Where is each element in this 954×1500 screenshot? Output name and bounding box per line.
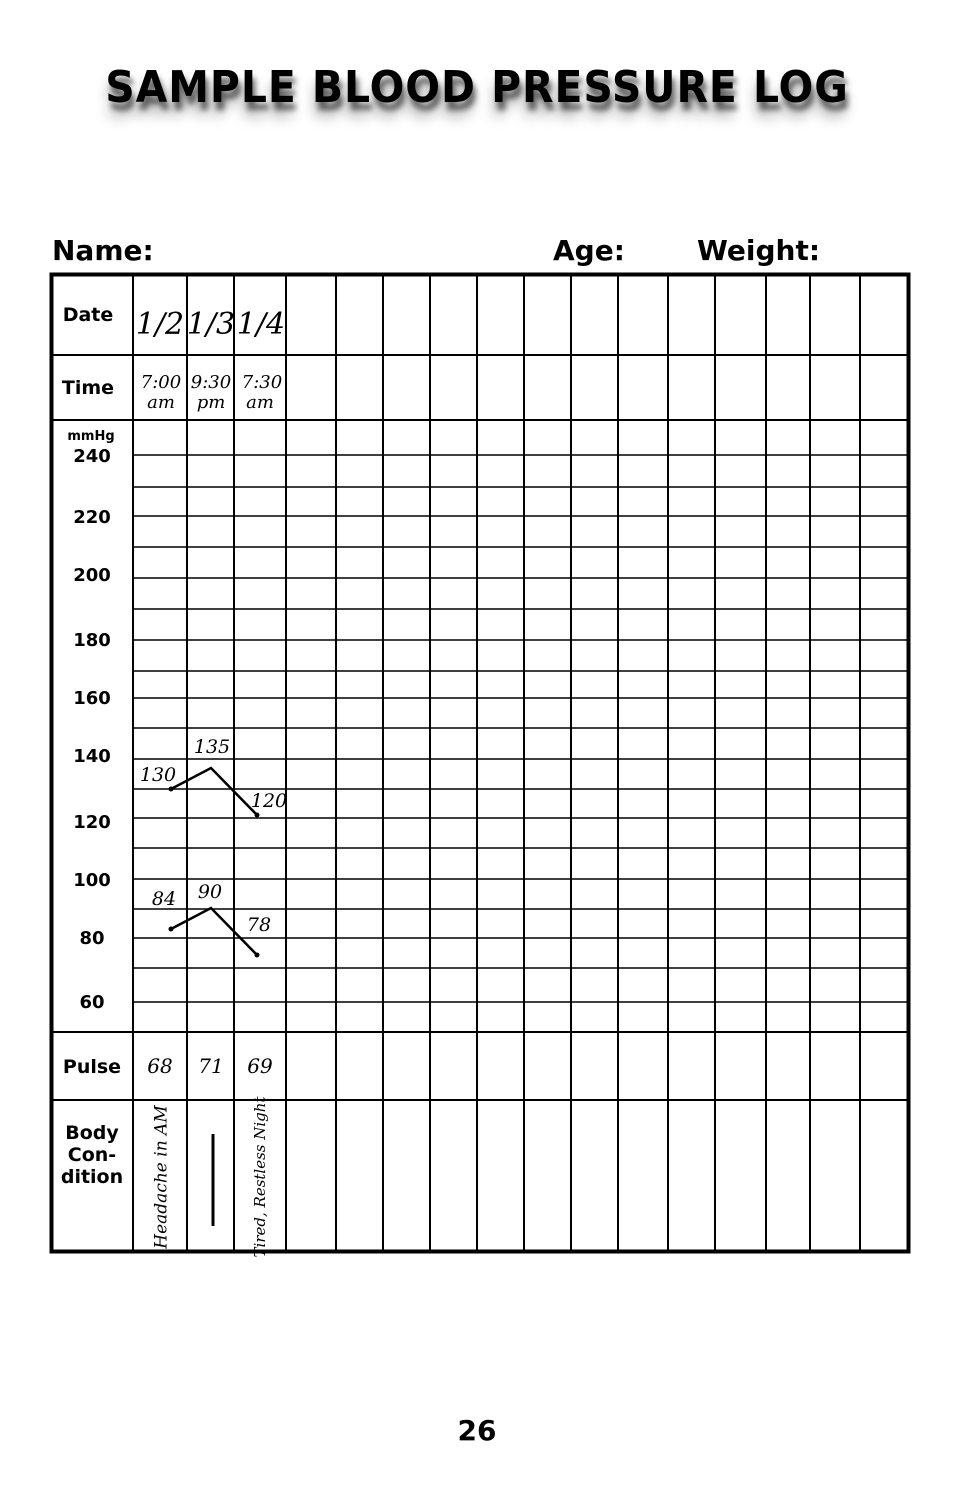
name-label: Name: xyxy=(52,234,154,267)
diastolic-trend-line xyxy=(171,908,257,955)
systolic-point xyxy=(169,787,174,792)
scale-label: 140 xyxy=(73,746,111,767)
entry-date: 1/2 xyxy=(135,307,185,342)
entry-pulse: 71 xyxy=(198,1054,224,1078)
time-row-label: Time xyxy=(61,377,115,399)
entry-ampm: am xyxy=(246,392,274,413)
entry-systolic: 135 xyxy=(193,736,231,758)
scale-label: 60 xyxy=(79,992,105,1013)
scale-label: 120 xyxy=(73,812,111,833)
entry-time: 7:00 xyxy=(140,372,182,393)
date-row-label: Date xyxy=(62,304,114,326)
weight-label: Weight: xyxy=(697,234,821,267)
entry-ampm: pm xyxy=(196,392,226,413)
mmhg-unit-label: mmHg xyxy=(67,429,115,444)
pulse-row-label: Pulse xyxy=(62,1056,122,1078)
entry-diastolic: 78 xyxy=(246,914,272,936)
scale-label: 100 xyxy=(73,870,111,891)
scale-label: 80 xyxy=(79,928,105,949)
log-grid xyxy=(51,274,908,1251)
page-number: 26 xyxy=(457,1414,497,1447)
systolic-point xyxy=(255,813,260,818)
entry-date: 1/4 xyxy=(236,307,286,342)
body-condition-label-line-1: Body xyxy=(65,1122,119,1144)
pressure-scale xyxy=(73,446,111,1013)
entry-ampm: am xyxy=(147,392,175,413)
diastolic-point xyxy=(255,953,260,958)
entry-condition: Headache in AM xyxy=(151,1105,172,1249)
entry-time: 7:30 xyxy=(241,372,283,393)
entry-diastolic: 90 xyxy=(197,881,223,903)
entry-diastolic: 84 xyxy=(151,888,177,910)
scale-label: 180 xyxy=(73,630,111,651)
table-border xyxy=(52,275,909,1252)
scale-label: 160 xyxy=(73,688,111,709)
entry-date: 1/3 xyxy=(186,307,236,342)
entry-time: 9:30 xyxy=(190,372,232,393)
systolic-trend-line xyxy=(171,768,257,815)
body-condition-label-line-2: Con- xyxy=(67,1144,117,1166)
diastolic-point xyxy=(169,927,174,932)
body-condition-label-line-3: dition xyxy=(60,1166,124,1188)
entry-pulse: 69 xyxy=(247,1054,273,1078)
scale-label: 220 xyxy=(73,507,111,528)
entry-systolic: 120 xyxy=(250,790,288,812)
scale-label: 200 xyxy=(73,565,111,586)
entry-pulse: 68 xyxy=(147,1054,173,1078)
entry-condition: Tired, Restless Night xyxy=(251,1096,269,1258)
age-label: Age: xyxy=(553,234,625,267)
entry-systolic: 130 xyxy=(139,764,177,786)
scale-label: 240 xyxy=(73,446,111,467)
page-title: SAMPLE BLOOD PRESSURE LOG xyxy=(105,62,849,113)
